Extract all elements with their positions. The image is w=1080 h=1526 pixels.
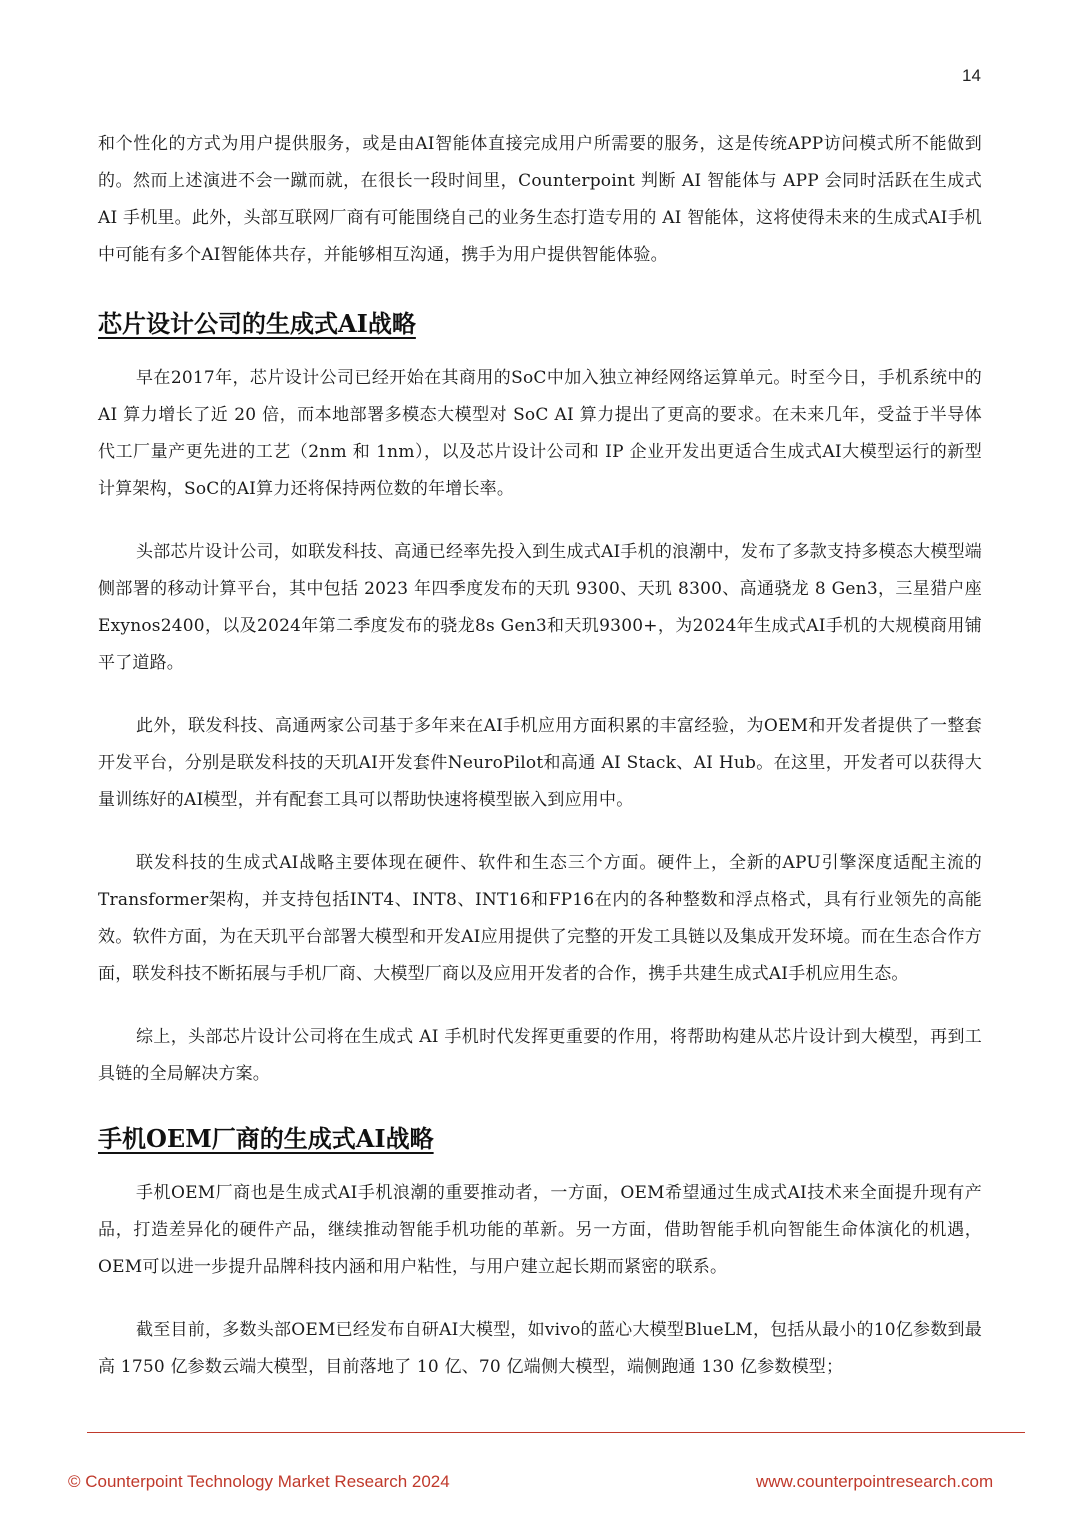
section1-paragraph-2: 头部芯片设计公司，如联发科技、高通已经率先投入到生成式AI手机的浪潮中，发布了多款支持多模态大模型端侧部署的移动计算平台，其中包括 2023 年四季度发布的天玑 9300、天玑 8300、高通骁龙 8 Gen3，三星猎户座Exynos2400，以及2024年第二季度发布的骁龙8s Gen3和天玑9300+，为2024年生成式AI手机的大规模商用铺平了道路。: [98, 542, 982, 673]
section2-paragraph-2: 截至目前，多数头部OEM已经发布自研AI大模型，如vivo的蓝心大模型BlueLM，包括从最小的10亿参数到最高 1750 亿参数云端大模型，目前落地了 10 亿、70 亿端侧大模型，端侧跑通 130 亿参数模型；: [98, 1320, 982, 1377]
intro-paragraph: 和个性化的方式为用户提供服务，或是由AI智能体直接完成用户所需要的服务，这是传统APP访问模式所不能做到的。然而上述演进不会一蹴而就，在很长一段时间里，Counterpoint 判断 AI 智能体与 APP 会同时活跃在生成式 AI 手机里。此外，头部互联网厂商有可能围绕自己的业务生态打造专用的 AI 智能体，这将使得未来的生成式AI手机中可能有多个AI智能体共存，并能够相互沟通，携手为用户提供智能体验。: [98, 134, 982, 265]
document-body: [98, 126, 982, 1412]
footer-copyright: © Counterpoint Technology Market Research 2024: [68, 1472, 450, 1491]
page-number: 14: [962, 66, 981, 85]
section-heading-chip-design: 芯片设计公司的生成式AI战略: [98, 309, 416, 338]
footer-website-link[interactable]: www.counterpointresearch.com: [756, 1472, 994, 1491]
section1-paragraph-1: 早在2017年，芯片设计公司已经开始在其商用的SoC中加入独立神经网络运算单元。时至今日，手机系统中的 AI 算力增长了近 20 倍，而本地部署多模态大模型对 SoC AI 算力提出了更高的要求。在未来几年，受益于半导体代工厂量产更先进的工艺（2nm 和 1nm），以及芯片设计公司和 IP 企业开发出更适合生成式AI大模型运行的新型计算架构，SoC的AI算力还将保持两位数的年增长率。: [98, 368, 982, 499]
section-heading-oem: 手机OEM厂商的生成式AI战略: [98, 1124, 434, 1153]
section1-paragraph-5: 综上，头部芯片设计公司将在生成式 AI 手机时代发挥更重要的作用，将帮助构建从芯片设计到大模型，再到工具链的全局解决方案。: [98, 1027, 982, 1084]
section1-paragraph-4: 联发科技的生成式AI战略主要体现在硬件、软件和生态三个方面。硬件上，全新的APU引擎深度适配主流的Transformer架构，并支持包括INT4、INT8、INT16和FP16在内的各种整数和浮点格式，具有行业领先的高能效。软件方面，为在天玑平台部署大模型和开发AI应用提供了完整的开发工具链以及集成开发环境。而在生态合作方面，联发科技不断拓展与手机厂商、大模型厂商以及应用开发者的合作，携手共建生成式AI手机应用生态。: [98, 853, 982, 984]
section1-paragraph-3: 此外，联发科技、高通两家公司基于多年来在AI手机应用方面积累的丰富经验，为OEM和开发者提供了一整套开发平台，分别是联发科技的天玑AI开发套件NeuroPilot和高通 AI Stack、AI Hub。在这里，开发者可以获得大量训练好的AI模型，并有配套工具可以帮助快速将模型嵌入到应用中。: [98, 716, 982, 810]
footer-divider: [87, 1432, 1025, 1433]
section2-paragraph-1: 手机OEM厂商也是生成式AI手机浪潮的重要推动者，一方面，OEM希望通过生成式AI技术来全面提升现有产品，打造差异化的硬件产品，继续推动智能手机功能的革新。另一方面，借助智能手机向智能生命体演化的机遇，OEM可以进一步提升品牌科技内涵和用户粘性，与用户建立起长期而紧密的联系。: [98, 1183, 982, 1277]
